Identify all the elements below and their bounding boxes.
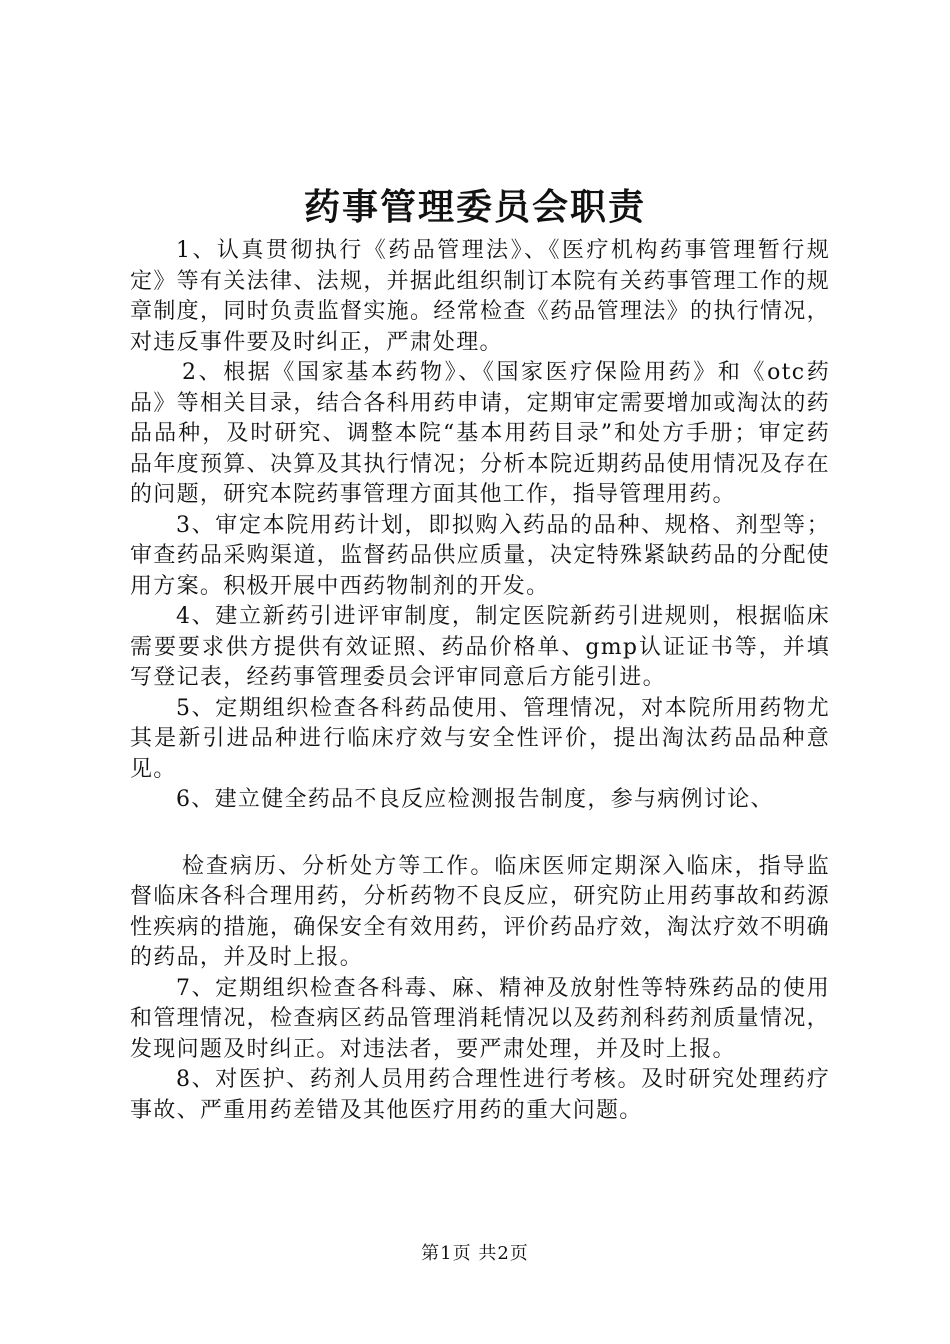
paragraph-4: 4、建立新药引进评审制度，制定医院新药引进规则，根据临床需要要求供方提供有效证照、药品价格单、gmp认证证书等，并填写登记表，经药事管理委员会评审同意后方能引进。 xyxy=(130,604,830,690)
paragraph-1: 1、认真贯彻执行《药品管理法》、《医疗机构药事管理暂行规定》等有关法律、法规，并据此组织制订本院有关药事管理工作的规章制度，同时负责监督实施。经常检查《药品管理法》的执行情况，对违反事件要及时纠正，严肃处理。 xyxy=(130,238,830,355)
document-title: 药事管理委员会职责 xyxy=(303,186,646,228)
paragraph-6-continued: 检查病历、分析处方等工作。临床医师定期深入临床，指导监督临床各科合理用药，分析药物不良反应，研究防止用药事故和药源性疾病的措施，确保安全有效用药，评价药品疗效，淘汰疗效不明确的药品，并及时上报。 xyxy=(130,853,830,970)
document-body xyxy=(130,236,830,1126)
paragraph-5: 5、定期组织检查各科药品使用、管理情况，对本院所用药物尤其是新引进品种进行临床疗效与安全性评价，提出淘汰药品品种意见。 xyxy=(130,695,830,782)
paragraph-6: 6、建立健全药品不良反应检测报告制度，参与病例讨论、 xyxy=(176,787,774,812)
page-number-footer: 第1页 共2页 xyxy=(421,1243,529,1264)
paragraph-3: 3、审定本院用药计划，即拟购入药品的品种、规格、剂型等；审查药品采购渠道，监督药品供应质量，决定特殊紧缺药品的分配使用方案。积极开展中西药物制剂的开发。 xyxy=(130,512,830,599)
paragraph-2: 2、根据《国家基本药物》、《国家医疗保险用药》和《otc药品》等相关目录，结合各科用药申请，定期审定需要增加或淘汰的药品品种，及时研究、调整本院“基本用药目录”和处方手册；审定药品年度预算、决算及其执行情况；分析本院近期药品使用情况及存在的问题，研究本院药事管理方面其他工作，指导管理用药。 xyxy=(130,360,830,507)
paragraph-7: 7、定期组织检查各科毒、麻、精神及放射性等特殊药品的使用和管理情况，检查病区药品管理消耗情况以及药剂科药剂质量情况，发现问题及时纠正。对违法者，要严肃处理，并及时上报。 xyxy=(130,975,830,1062)
paragraph-8: 8、对医护、药剂人员用药合理性进行考核。及时研究处理药疗事故、严重用药差错及其他医疗用药的重大问题。 xyxy=(130,1067,830,1123)
paragraph-gap xyxy=(130,816,830,852)
